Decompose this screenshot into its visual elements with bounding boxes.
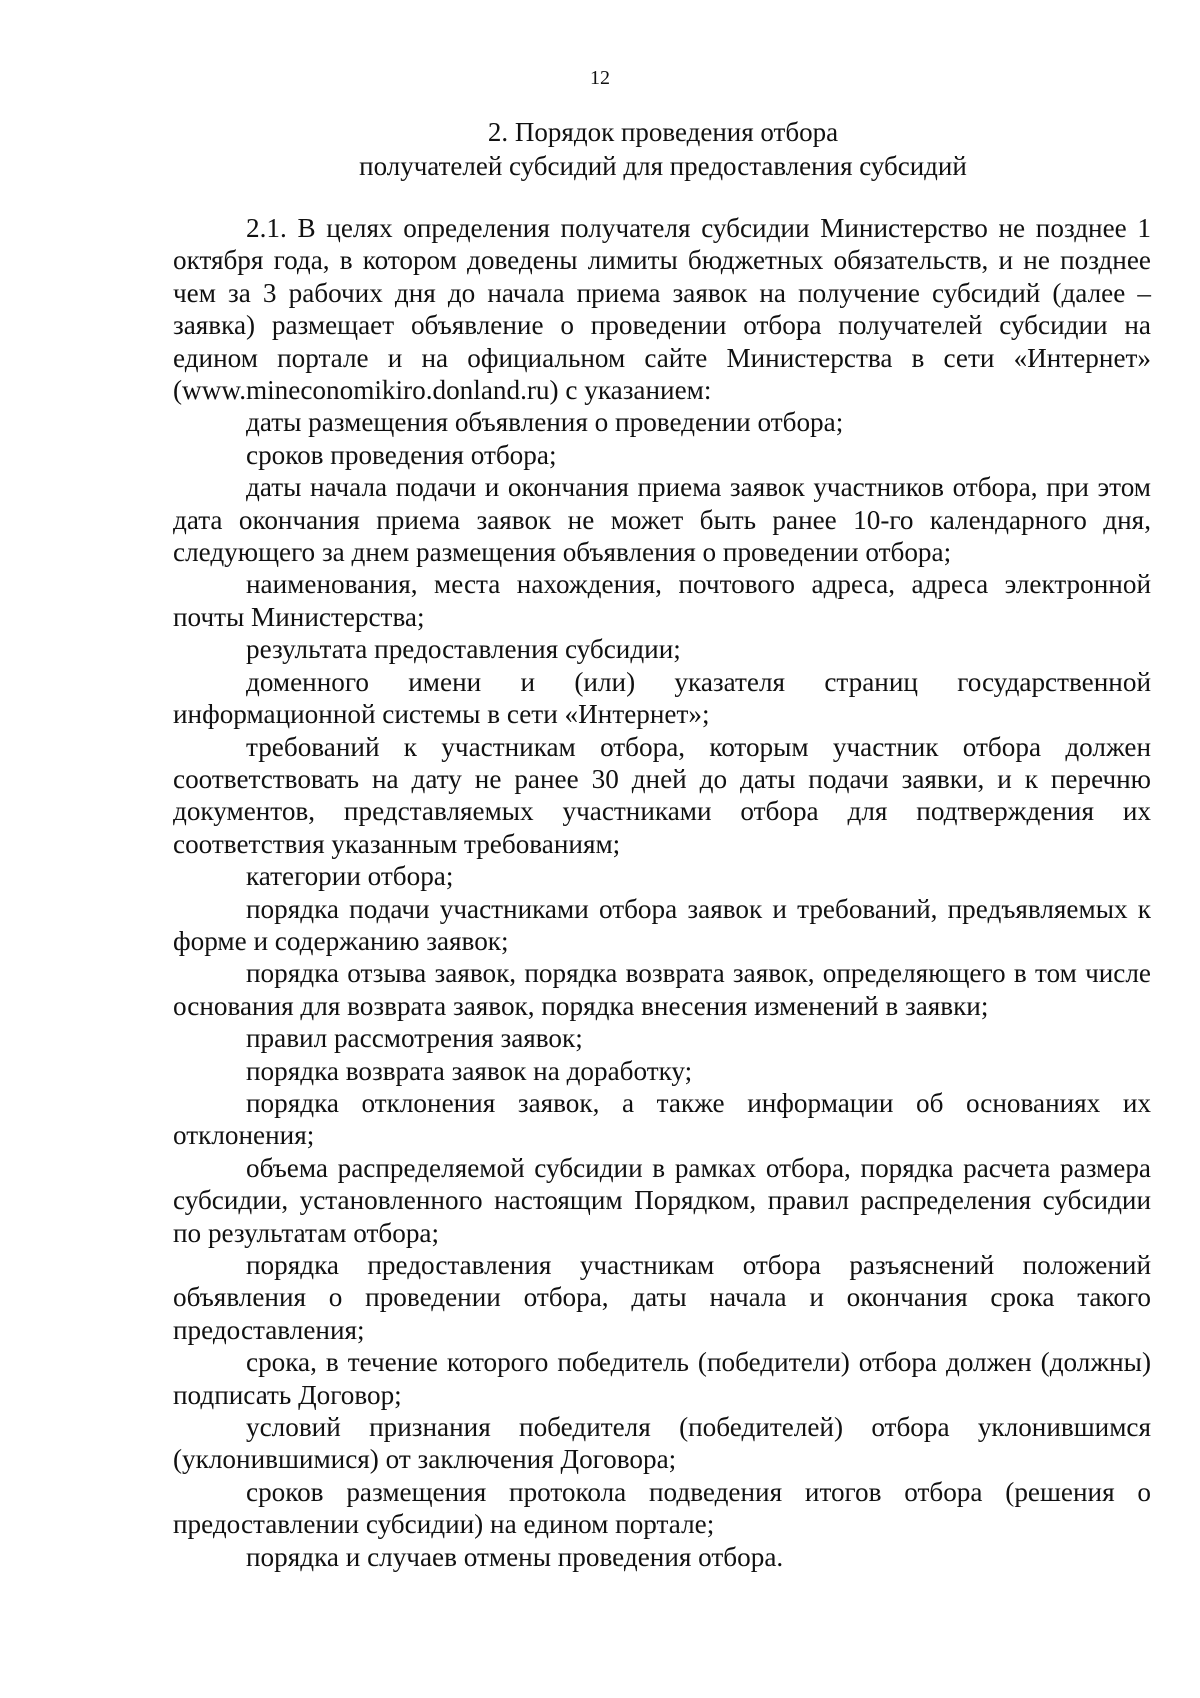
section-heading-line-1: 2. Порядок проведения отбора (487, 117, 839, 147)
list-item-subsidy-result: результата предоставления субсидии; (246, 634, 681, 665)
list-item-signing-term: срока, в течение которого победитель (победители) отбора должен (должны) подписать Договор; (173, 1347, 1151, 1410)
list-item-application-dates: даты начала подачи и окончания приема заявок участников отбора, при этом дата окончания приема заявок не может быть ранее 10-го календарного дня, следующего за днем размещения объявления о проведении отбора; (173, 472, 1151, 568)
list-item-domain-name: доменного имени и (или) указателя страниц государственной информационной системы в сети «Интернет»; (173, 666, 1151, 730)
list-item-review-rules: правил рассмотрения заявок; (246, 1023, 583, 1054)
section-heading-line-2: получателей субсидий для предоставления субсидий (359, 151, 967, 181)
list-item-placement-date: даты размещения объявления о проведении отбора; (246, 407, 844, 438)
list-item-ministry-contacts: наименования, места нахождения, почтового адреса, адреса электронной почты Министерства; (173, 569, 1151, 632)
list-item-participant-requirements: требований к участникам отбора, которым участник отбора должен соответствовать на дату не ранее 30 дней до даты подачи заявки, и к перечню документов, представляемых участниками отбора для подтверждения их соответствия указанным требованиям; (173, 731, 1151, 859)
list-item-submission-procedure: порядка подачи участниками отбора заявок и требований, предъявляемых к форме и содержанию заявок; (173, 893, 1151, 956)
section-heading (173, 115, 1153, 183)
list-item-withdrawal-procedure: порядка отзыва заявок, порядка возврата заявок, определяющего в том числе основания для возврата заявок, порядка внесения изменений в заявки; (173, 958, 1151, 1021)
list-item-rejection-procedure: порядка отклонения заявок, а также информации об основаниях их отклонения; (173, 1087, 1151, 1151)
list-item-clarifications: порядка предоставления участникам отбора разъяснений положений объявления о проведении отбора, даты начала и окончания срока такого предоставления; (173, 1250, 1151, 1345)
list-item-selection-terms: сроков проведения отбора; (246, 439, 557, 470)
list-item-cancellation-procedure: порядка и случаев отмены проведения отбора. (246, 1541, 784, 1572)
list-item-evasion-conditions: условий признания победителя (победителей) отбора уклонившимся (уклонившимися) от заключения Договора; (173, 1412, 1151, 1475)
page-number: 12 (590, 67, 610, 89)
list-item-selection-categories: категории отбора; (246, 861, 454, 892)
list-item-return-for-revision: порядка возврата заявок на доработку; (246, 1055, 693, 1086)
list-item-protocol-placement: сроков размещения протокола подведения итогов отбора (решения о предоставлении субсидии) на едином портале; (173, 1476, 1151, 1540)
document-body (173, 212, 1151, 1573)
list-item-subsidy-volume: объема распределяемой субсидии в рамках отбора, порядка расчета размера субсидии, установленного настоящим Порядком, правил распределения субсидии по результатам отбора; (173, 1152, 1151, 1248)
paragraph-2-1: 2.1. В целях определения получателя субсидии Министерство не позднее 1 октября года, в котором доведены лимиты бюджетных обязательств, и не позднее чем за 3 рабочих дня до начала приема заявок на получение субсидий (далее – заявка) размещает объявление о проведении отбора получателей субсидии на едином портале и на официальном сайте Министерства в сети «Интернет» (www.mineconomikiro.donland.ru) с указанием: (173, 213, 1151, 406)
